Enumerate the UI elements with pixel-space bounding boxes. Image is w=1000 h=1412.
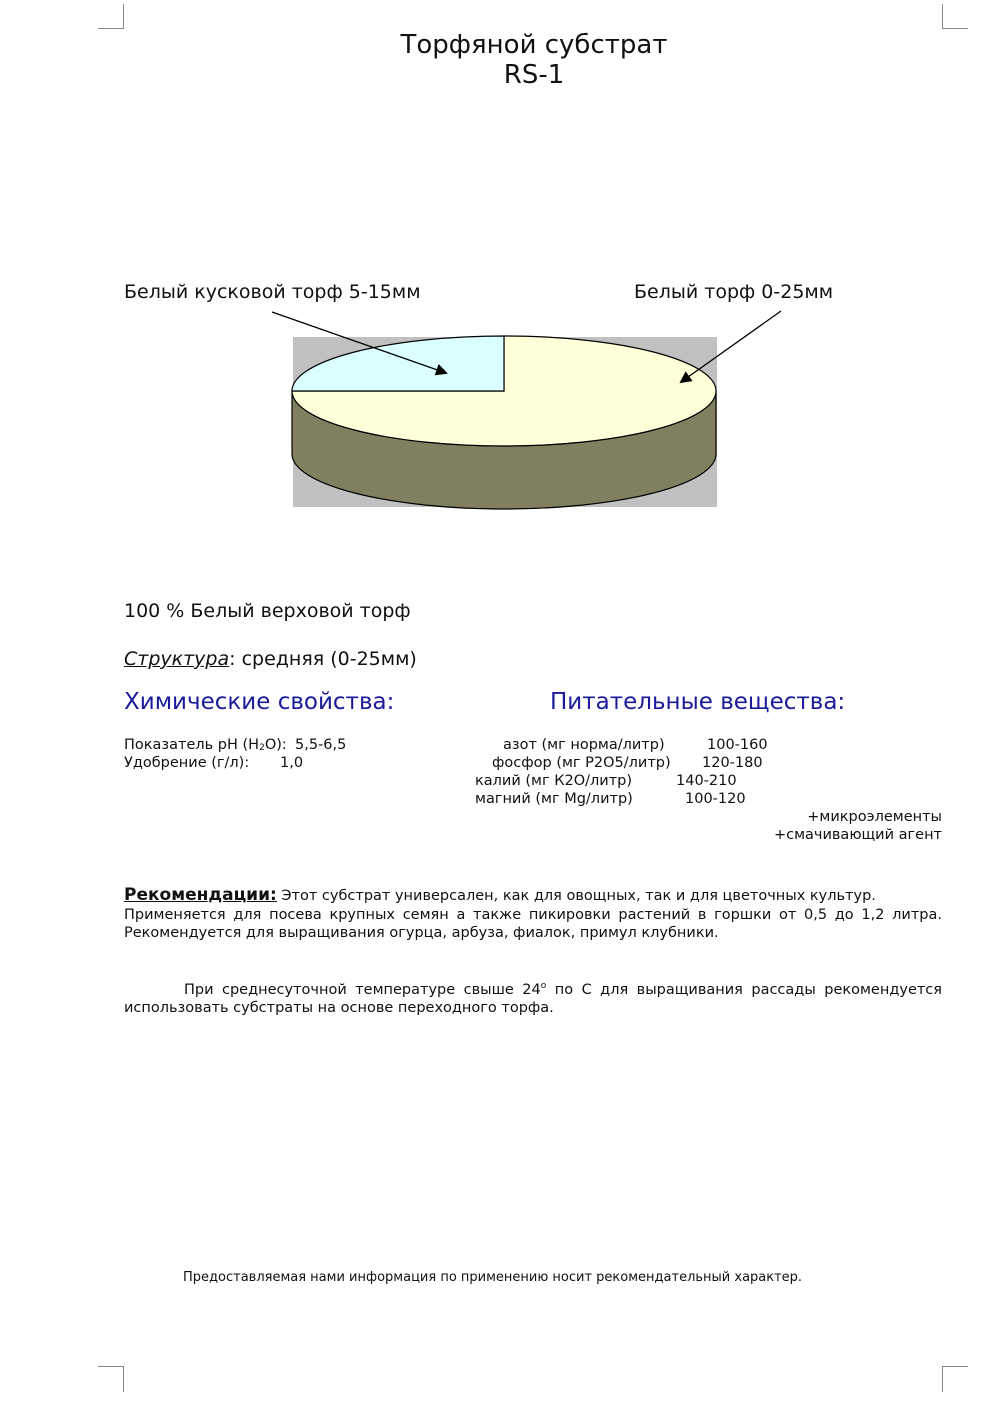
recommendations-text-2: Применяется для посева крупных семян а также пикировки растений в горшки от 0,5 до 1,2 литра. Рекомендуется для выращивания огурца, арбуза, фиалок, примул клубники.	[124, 907, 942, 941]
nutrient-value-magnesium: 100-120	[685, 791, 746, 807]
fertilizer-label: Удобрение (г/л):	[124, 755, 250, 771]
nutrient-label-phosphorus: фосфор (мг Р2О5/литр)	[492, 755, 671, 771]
nutrient-value-nitrogen: 100-160	[707, 737, 768, 753]
structure-value: : средняя (0-25мм)	[229, 648, 417, 670]
ph-value: 5,5-6,5	[295, 737, 347, 753]
chemical-heading: Химические свойства:	[124, 689, 395, 715]
structure-label: Структура	[124, 648, 230, 670]
recommendations-heading: Рекомендации:	[124, 885, 277, 905]
nutrient-label-potassium: калий (мг К2О/литр)	[475, 773, 633, 789]
temperature-text-before: При среднесуточной температуре свыше 24	[184, 982, 541, 998]
fertilizer-value: 1,0	[280, 755, 304, 771]
footer-disclaimer: Предоставляемая нами информация по применению носит рекомендательный характер.	[183, 1270, 803, 1285]
pie-chart	[0, 0, 1000, 560]
temperature-paragraph	[124, 977, 942, 1017]
pie-label-white-peat: Белый торф 0-25мм	[634, 281, 834, 303]
nutrient-label-magnesium: магний (мг Mg/литр)	[475, 791, 633, 807]
crop-mark-bottom-left-h	[98, 1366, 124, 1367]
recommendations-text-1: Этот субстрат универсален, как для овощных, так и для цветочных культур.	[276, 888, 876, 904]
temperature-degree: о	[540, 981, 547, 991]
nutrients-heading: Питательные вещества:	[550, 689, 846, 715]
title-line-1: Торфяной субстрат	[400, 30, 668, 60]
recommendations-block	[124, 886, 942, 905]
nutrient-value-phosphorus: 120-180	[702, 755, 763, 771]
pie-label-chunk-peat: Белый кусковой торф 5-15мм	[124, 281, 421, 303]
title-line-2: RS-1	[503, 60, 565, 90]
structure-line	[124, 648, 417, 670]
nutrient-extra-wetting: +смачивающий агент	[773, 827, 942, 843]
composition-text: 100 % Белый верховой торф	[124, 600, 411, 622]
nutrient-value-potassium: 140-210	[676, 773, 737, 789]
nutrient-label-nitrogen: азот (мг норма/литр)	[503, 737, 665, 753]
crop-mark-bottom-right-h	[942, 1366, 968, 1367]
ph-label-sub: 2	[259, 743, 265, 753]
ph-label-text: Показатель рН (Н	[124, 737, 260, 753]
crop-mark-bottom-right-v	[942, 1366, 943, 1392]
ph-label-end: О):	[264, 737, 287, 753]
crop-mark-bottom-left-v	[123, 1366, 124, 1392]
temperature-text-after: по С для выращивания рассады рекомендуется использовать субстраты на основе переходного торфа.	[124, 982, 943, 1016]
nutrient-extra-micro: +микроэлементы	[807, 809, 942, 825]
